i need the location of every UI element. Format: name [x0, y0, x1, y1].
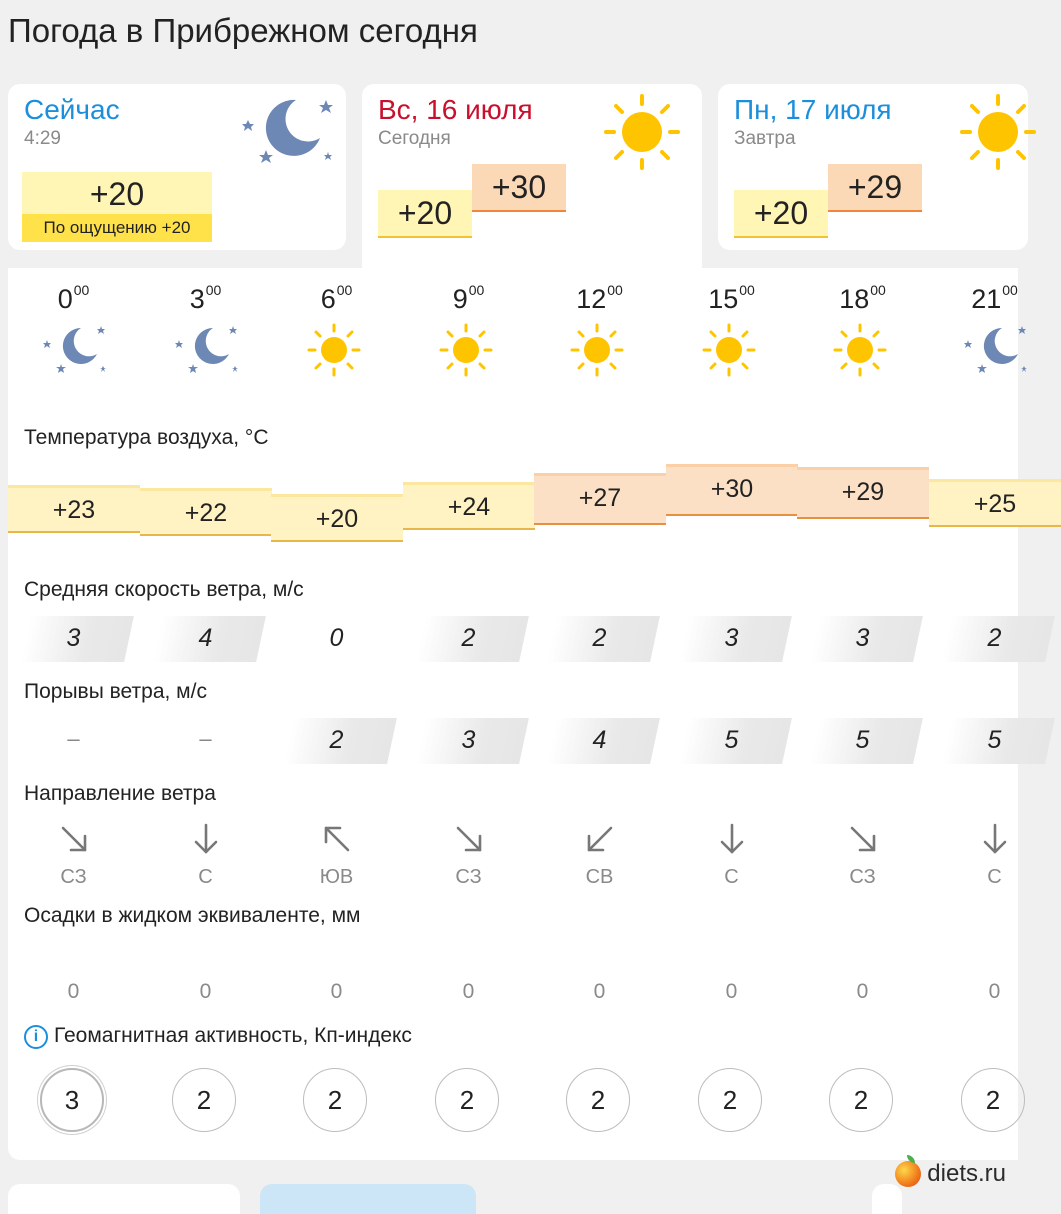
hourly-forecast-panel — [8, 268, 1018, 1160]
arrow-down-icon — [929, 822, 1060, 861]
temperature-bar: +23 — [8, 485, 140, 533]
tomorrow-card[interactable] — [718, 84, 1028, 250]
hour-value: 6 — [320, 284, 336, 314]
precipitation-value: 0 — [67, 980, 80, 1003]
hour-minutes: 00 — [73, 282, 90, 298]
temperature-bar: +20 — [271, 494, 403, 542]
wind-direction-value: СЗ — [455, 866, 482, 888]
hour-label — [797, 282, 928, 315]
wind-speed-value: 3 — [855, 624, 870, 652]
precipitation-value: 0 — [725, 980, 738, 1003]
moon-stars-icon — [41, 320, 107, 376]
hour-minutes: 00 — [739, 282, 755, 298]
today-low-temp: +20 — [378, 190, 472, 238]
wind-direction-value: С — [987, 866, 1002, 888]
wind-speed-value: 0 — [329, 624, 344, 652]
precipitation-value: 0 — [330, 980, 343, 1003]
temperature-bar: +30 — [666, 464, 798, 516]
wind-gust-value: 4 — [592, 726, 607, 754]
wind-speed-value: 3 — [66, 624, 81, 652]
hour-value: 15 — [708, 284, 739, 314]
arrow-down-right-icon — [403, 822, 534, 861]
tomorrow-subtitle: Завтра — [734, 128, 796, 149]
wind-gusts-label: Порывы ветра, м/с — [24, 680, 207, 703]
arrow-down-icon — [140, 822, 271, 861]
arrow-down-icon — [666, 822, 797, 861]
kp-index-circle: 2 — [698, 1068, 762, 1132]
kp-index-circle: 2 — [961, 1068, 1025, 1132]
hour-value: 9 — [452, 284, 468, 314]
hour-label — [271, 282, 402, 315]
arrow-up-left-icon — [271, 822, 402, 861]
hour-label — [403, 282, 534, 315]
watermark-text: diets.ru — [927, 1160, 1006, 1187]
kp-index-circle: 2 — [172, 1068, 236, 1132]
current-weather-card[interactable] — [8, 84, 346, 250]
hour-value: 12 — [576, 284, 607, 314]
bottom-tab-right[interactable] — [872, 1184, 902, 1214]
wind-direction-value: ЮВ — [319, 866, 354, 888]
wind-gust-value: 5 — [724, 726, 739, 754]
hour-label — [534, 282, 665, 315]
precipitation-value: 0 — [856, 980, 869, 1003]
wind-direction-value: СЗ — [849, 866, 876, 888]
hour-value: 0 — [57, 284, 73, 314]
precipitation-value: 0 — [593, 980, 606, 1003]
wind-gust-value: – — [67, 726, 80, 751]
sun-icon — [304, 320, 370, 376]
tomorrow-title: Пн, 17 июля — [734, 94, 892, 125]
watermark — [895, 1160, 1006, 1188]
wind-gust-value: 5 — [855, 726, 870, 754]
temperature-bar: +25 — [929, 479, 1061, 527]
arrow-down-right-icon — [797, 822, 928, 861]
hour-minutes: 00 — [468, 282, 485, 298]
arrow-down-left-icon — [534, 822, 665, 861]
hour-value: 21 — [971, 284, 1002, 314]
kp-index-circle: 2 — [829, 1068, 893, 1132]
sun-icon — [699, 320, 765, 376]
sun-icon — [958, 92, 1038, 172]
bottom-tab-left[interactable] — [8, 1184, 240, 1214]
hour-label — [140, 282, 271, 315]
current-temperature-box — [22, 172, 212, 242]
hour-label — [666, 282, 797, 315]
wind-gust-value: – — [199, 726, 212, 751]
wind-speed-value: 4 — [198, 624, 213, 652]
today-title: Вс, 16 июля — [378, 94, 533, 125]
sun-icon — [830, 320, 896, 376]
fruit-logo-icon — [895, 1161, 921, 1187]
precipitation-label: Осадки в жидком эквиваленте, мм — [24, 904, 361, 927]
temperature-label: Температура воздуха, °C — [24, 426, 269, 449]
moon-stars-icon — [236, 90, 336, 174]
wind-direction-value: С — [724, 866, 739, 888]
moon-stars-icon — [962, 320, 1028, 376]
hour-minutes: 00 — [1002, 282, 1018, 298]
precipitation-value: 0 — [988, 980, 1001, 1003]
wind-direction-value: СЗ — [60, 866, 87, 888]
bottom-tab-middle[interactable] — [260, 1184, 476, 1214]
temperature-bar: +29 — [797, 467, 929, 519]
wind-gust-value: 2 — [329, 726, 344, 754]
wind-gust-value: 3 — [461, 726, 476, 754]
now-time: 4:29 — [24, 128, 61, 149]
hour-value: 18 — [839, 284, 870, 314]
hour-minutes: 00 — [607, 282, 623, 298]
kp-index-circle: 2 — [303, 1068, 367, 1132]
sun-icon — [602, 92, 682, 172]
kp-index-circle: 3 — [40, 1068, 104, 1132]
precipitation-value: 0 — [462, 980, 475, 1003]
sun-icon — [567, 320, 633, 376]
kp-index-circle: 2 — [566, 1068, 630, 1132]
hour-value: 3 — [189, 284, 205, 314]
page-title: Погода в Прибрежном сегодня — [8, 12, 478, 49]
wind-speed-value: 3 — [724, 624, 739, 652]
wind-speed-value: 2 — [461, 624, 476, 652]
kp-index-circle: 2 — [435, 1068, 499, 1132]
wind-direction-value: СВ — [585, 866, 614, 888]
wind-speed-value: 2 — [592, 624, 607, 652]
geomagnetic-label: Геомагнитная активность, Кп-индекс — [54, 1024, 412, 1047]
tomorrow-high-temp: +29 — [828, 164, 922, 212]
info-icon[interactable]: i — [24, 1025, 48, 1049]
wind-speed-value: 2 — [987, 624, 1002, 652]
temperature-bar: +24 — [403, 482, 535, 530]
sun-icon — [436, 320, 502, 376]
arrow-down-right-icon — [8, 822, 139, 861]
precipitation-value: 0 — [199, 980, 212, 1003]
today-high-temp: +30 — [472, 164, 566, 212]
hour-label — [929, 282, 1060, 315]
feels-like: По ощущению +20 — [22, 214, 212, 242]
today-card[interactable] — [362, 84, 702, 268]
current-temperature: +20 — [89, 176, 145, 212]
hour-label — [8, 282, 139, 315]
today-subtitle: Сегодня — [378, 128, 451, 149]
moon-stars-icon — [173, 320, 239, 376]
now-title: Сейчас — [24, 94, 120, 125]
wind-direction-label: Направление ветра — [24, 782, 216, 805]
temperature-bar: +27 — [534, 473, 666, 525]
hour-minutes: 00 — [870, 282, 886, 298]
hour-minutes: 00 — [205, 282, 222, 298]
tomorrow-low-temp: +20 — [734, 190, 828, 238]
wind-gust-value: 5 — [987, 726, 1002, 754]
wind-speed-label: Средняя скорость ветра, м/с — [24, 578, 304, 601]
wind-direction-value: С — [198, 866, 213, 888]
temperature-bar: +22 — [140, 488, 272, 536]
hour-minutes: 00 — [336, 282, 353, 298]
